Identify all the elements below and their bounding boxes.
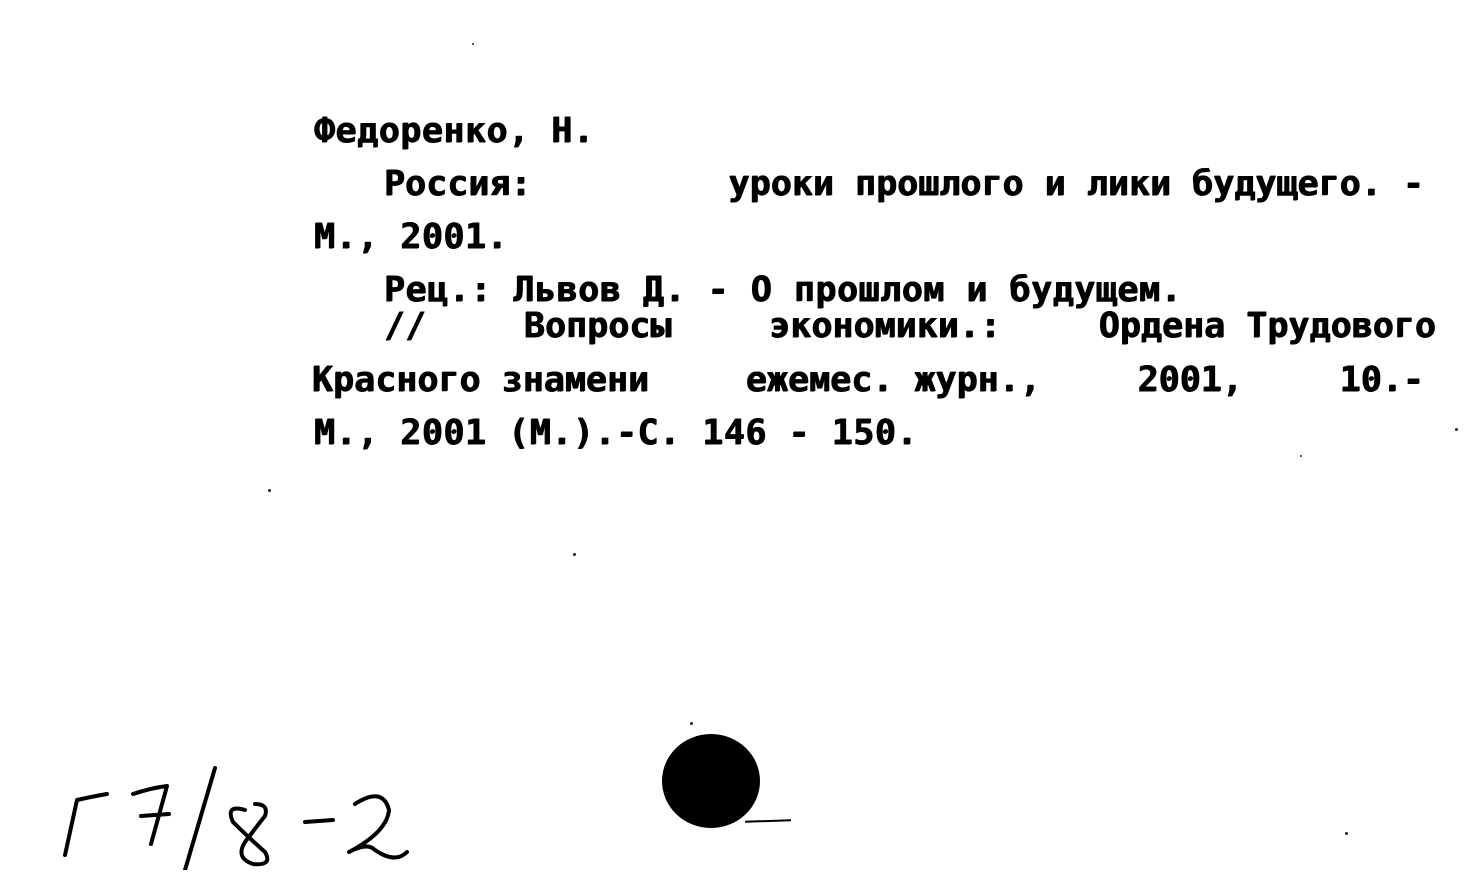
scan-speck bbox=[690, 722, 693, 725]
scan-speck bbox=[1345, 832, 1348, 835]
pages-line: М., 2001 (М.).-С. 146 - 150. bbox=[314, 413, 919, 453]
title-line bbox=[384, 158, 1424, 211]
journal-b-part-4: 10.- bbox=[1339, 360, 1424, 400]
scan-speck bbox=[1300, 455, 1302, 457]
publication-place-year: М., 2001. bbox=[314, 217, 509, 257]
review-line: Рец.: Львов Д. - О прошлом и будущем. bbox=[384, 270, 1183, 310]
journal-b-part-3: 2001, bbox=[1137, 360, 1243, 400]
journal-a-part-3: экономики.: bbox=[769, 306, 1002, 346]
author-name: Федоренко, Н. bbox=[314, 111, 595, 151]
title-part-2: уроки прошлого и лики будущего. - bbox=[728, 164, 1424, 204]
scan-speck bbox=[268, 489, 271, 492]
scan-speck bbox=[1455, 428, 1458, 431]
punch-hole-mark bbox=[745, 819, 791, 823]
title-part-1: Россия: bbox=[384, 164, 532, 204]
journal-line-b bbox=[312, 354, 1424, 407]
journal-a-part-4: Ордена Трудового bbox=[1098, 306, 1436, 346]
journal-a-part-1: // bbox=[384, 306, 427, 346]
handwritten-shelf-mark bbox=[55, 760, 425, 870]
journal-a-part-2: Вопросы bbox=[523, 306, 672, 346]
scan-speck bbox=[472, 43, 474, 45]
scan-speck bbox=[573, 553, 576, 556]
journal-b-part-1: Красного знамени bbox=[312, 360, 650, 400]
journal-b-part-2: ежемес. журн., bbox=[745, 360, 1041, 400]
journal-line-a bbox=[384, 300, 1436, 353]
punch-hole bbox=[662, 734, 760, 828]
